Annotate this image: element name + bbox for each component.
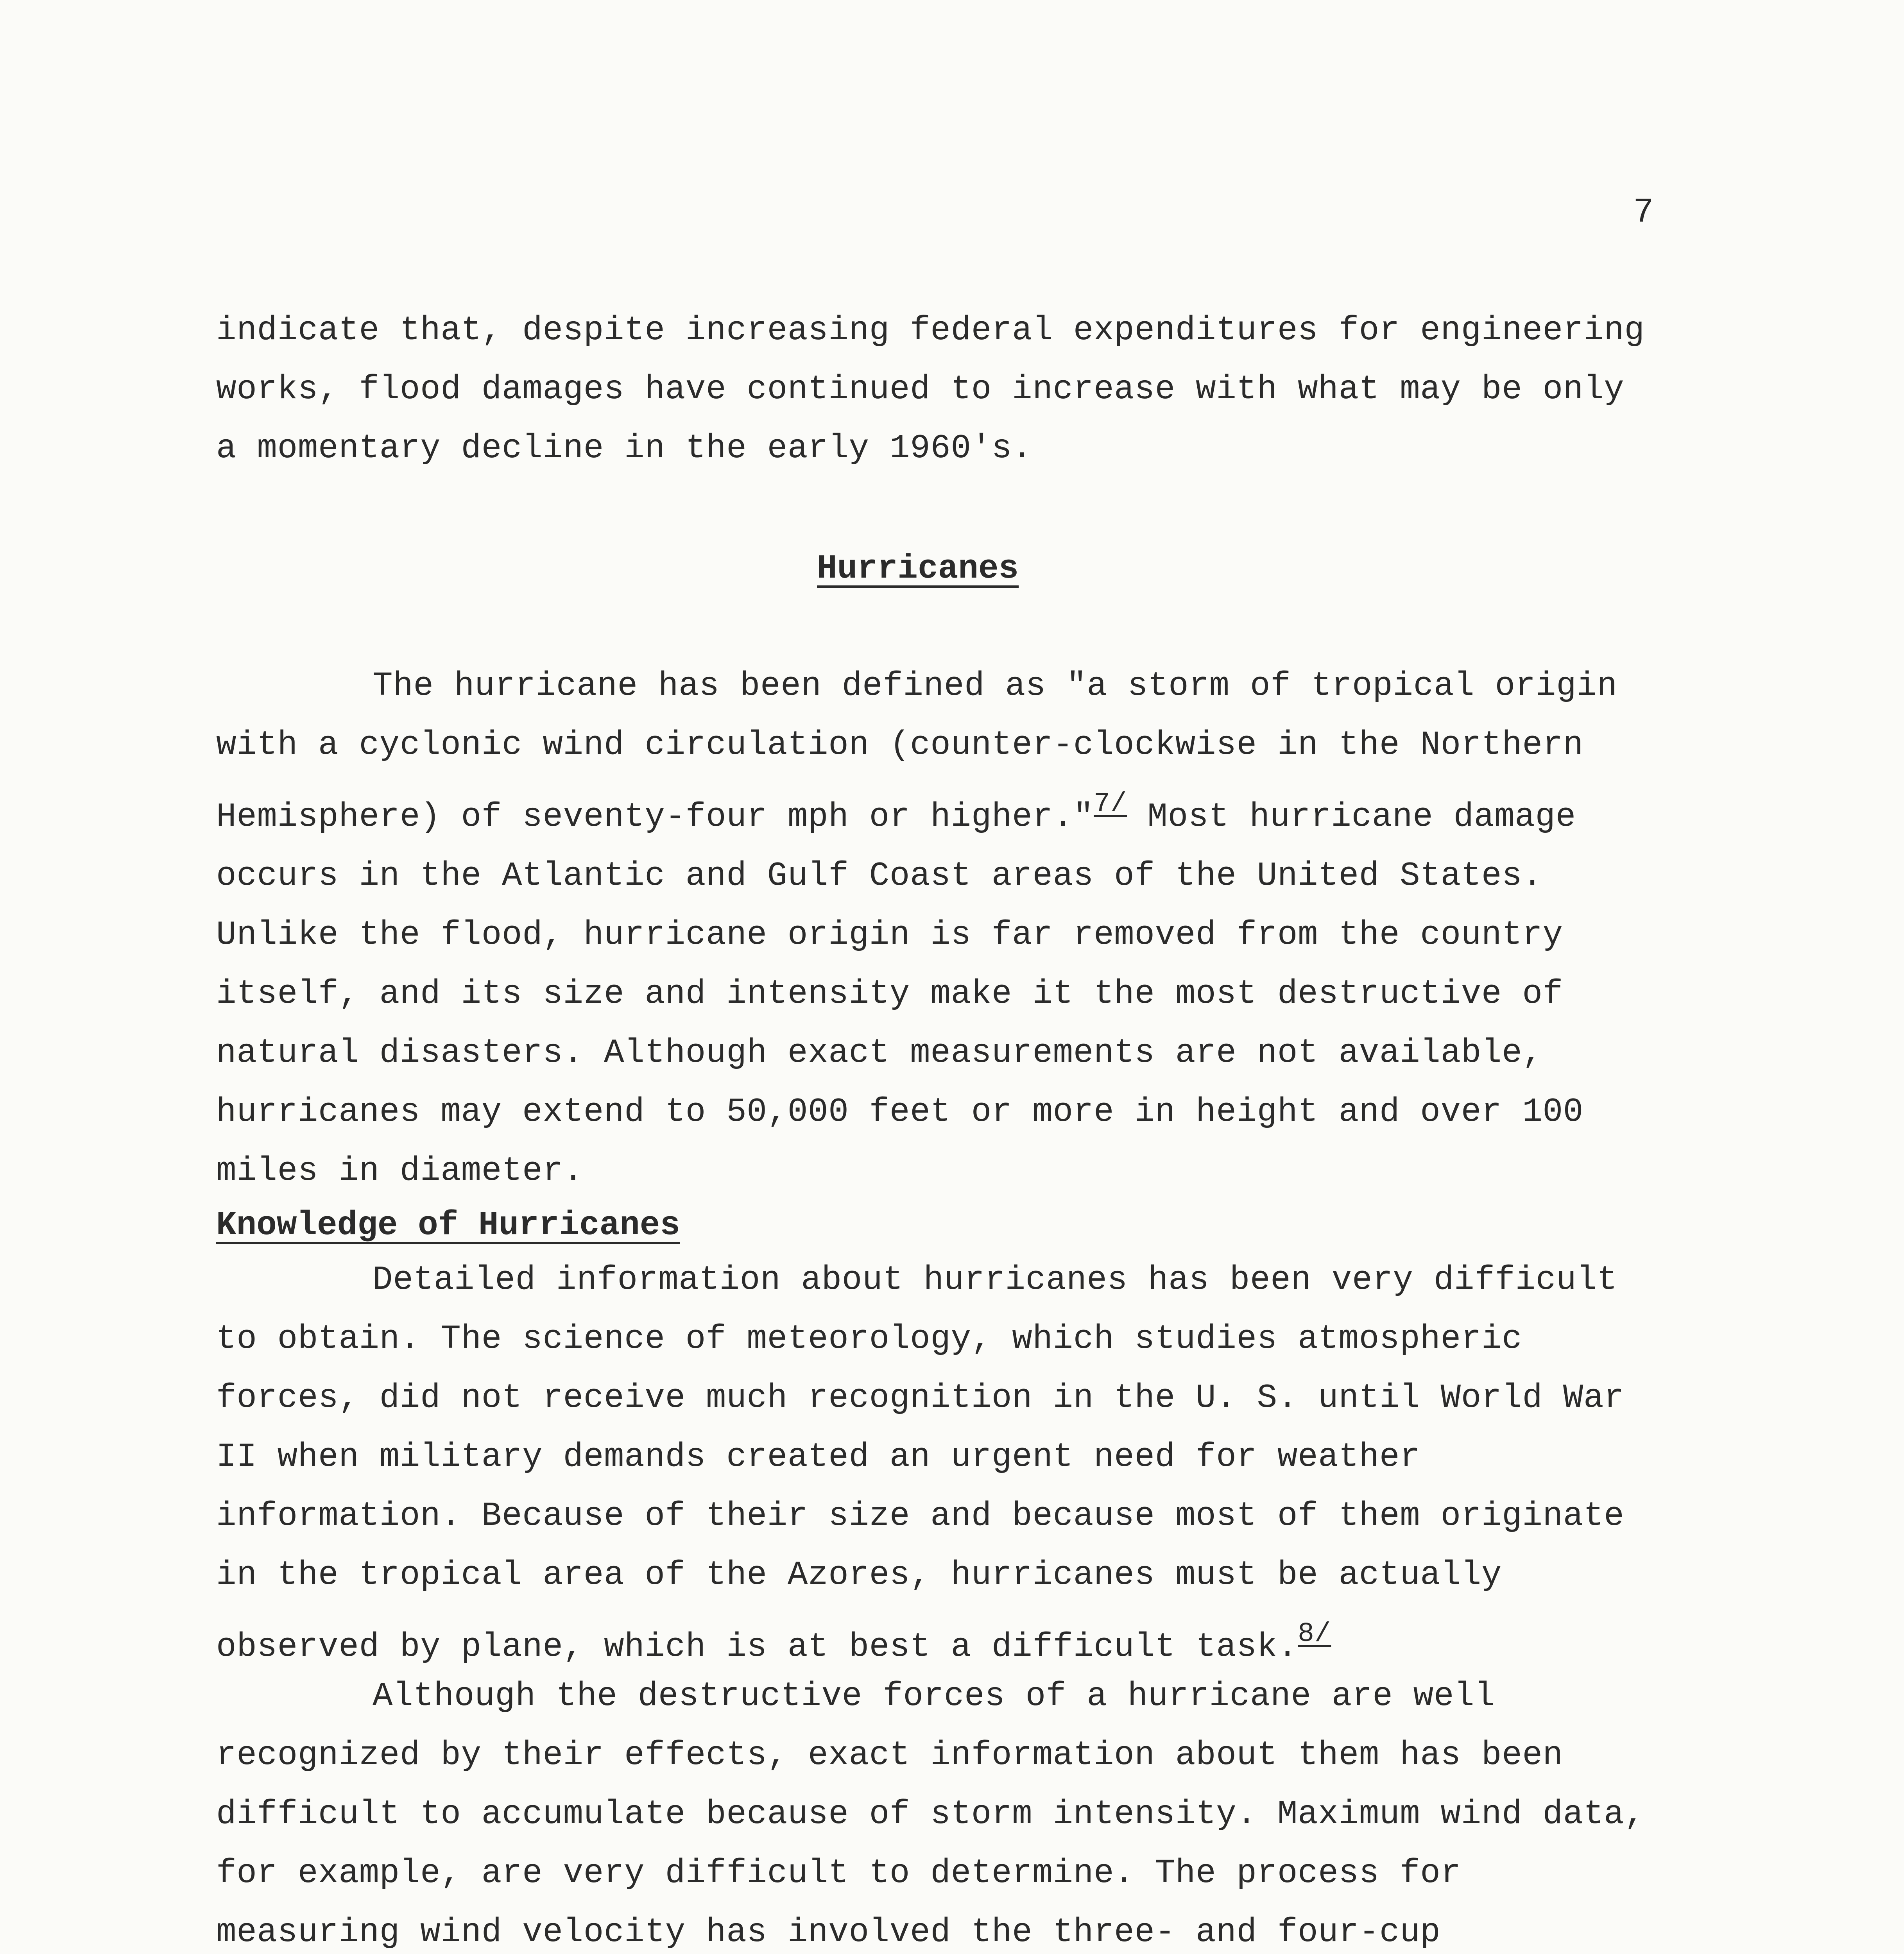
page-number: 7 — [1633, 193, 1654, 232]
footnote-ref-7: 7/ — [1093, 789, 1127, 820]
knowledge-paragraph-1-text: Detailed information about hurricanes has been very difficult to obtain. The science of meteorology, which studies atmospheric forces, did not receive much recognition in the U. S. until World War II when military demands created an urgent need for weather information. Because of their size and because most of them originate in the tropical area of the Azores, hurricanes must be actually observed by plane, which is at best a difficult task. — [216, 1261, 1625, 1666]
knowledge-paragraph-1 — [216, 1251, 1662, 1677]
knowledge-paragraph-2: Although the destructive forces of a hurricane are well recognized by their effects, exact information about them has been difficult to accumulate because of storm intensity. Maximum wind data, for example, are very difficult to determine. The process for measuring wind velocity has involved the three- and four-cup — [216, 1677, 1645, 1951]
footnote-ref-8: 8/ — [1298, 1619, 1331, 1650]
hurricanes-paragraph — [216, 657, 1662, 1201]
hurricanes-heading: Hurricanes — [817, 549, 1019, 588]
intro-paragraph: indicate that, despite increasing federal expenditures for engineering works, flood damages have continued to increase with what may be only a momentary decline in the early 1960's. — [216, 311, 1645, 467]
hurricanes-paragraph-text-2: Most hurricane damage occurs in the Atlantic and Gulf Coast areas of the United States. Unlike the flood, hurricane origin is far removed from the country itself, and its size and intensity make it the most destructive of natural disasters. Although exact measurements are not available, hurricanes may extend to 50,000 feet or more in height and over 100 miles in diameter. — [216, 798, 1583, 1190]
hurricanes-paragraph-text-1: The hurricane has been defined as "a storm of tropical origin with a cyclonic wind circulation (counter-clockwise in the Northern Hemisphere) of seventy-four mph or higher." — [216, 667, 1617, 836]
knowledge-heading: Knowledge of Hurricanes — [216, 1206, 680, 1244]
